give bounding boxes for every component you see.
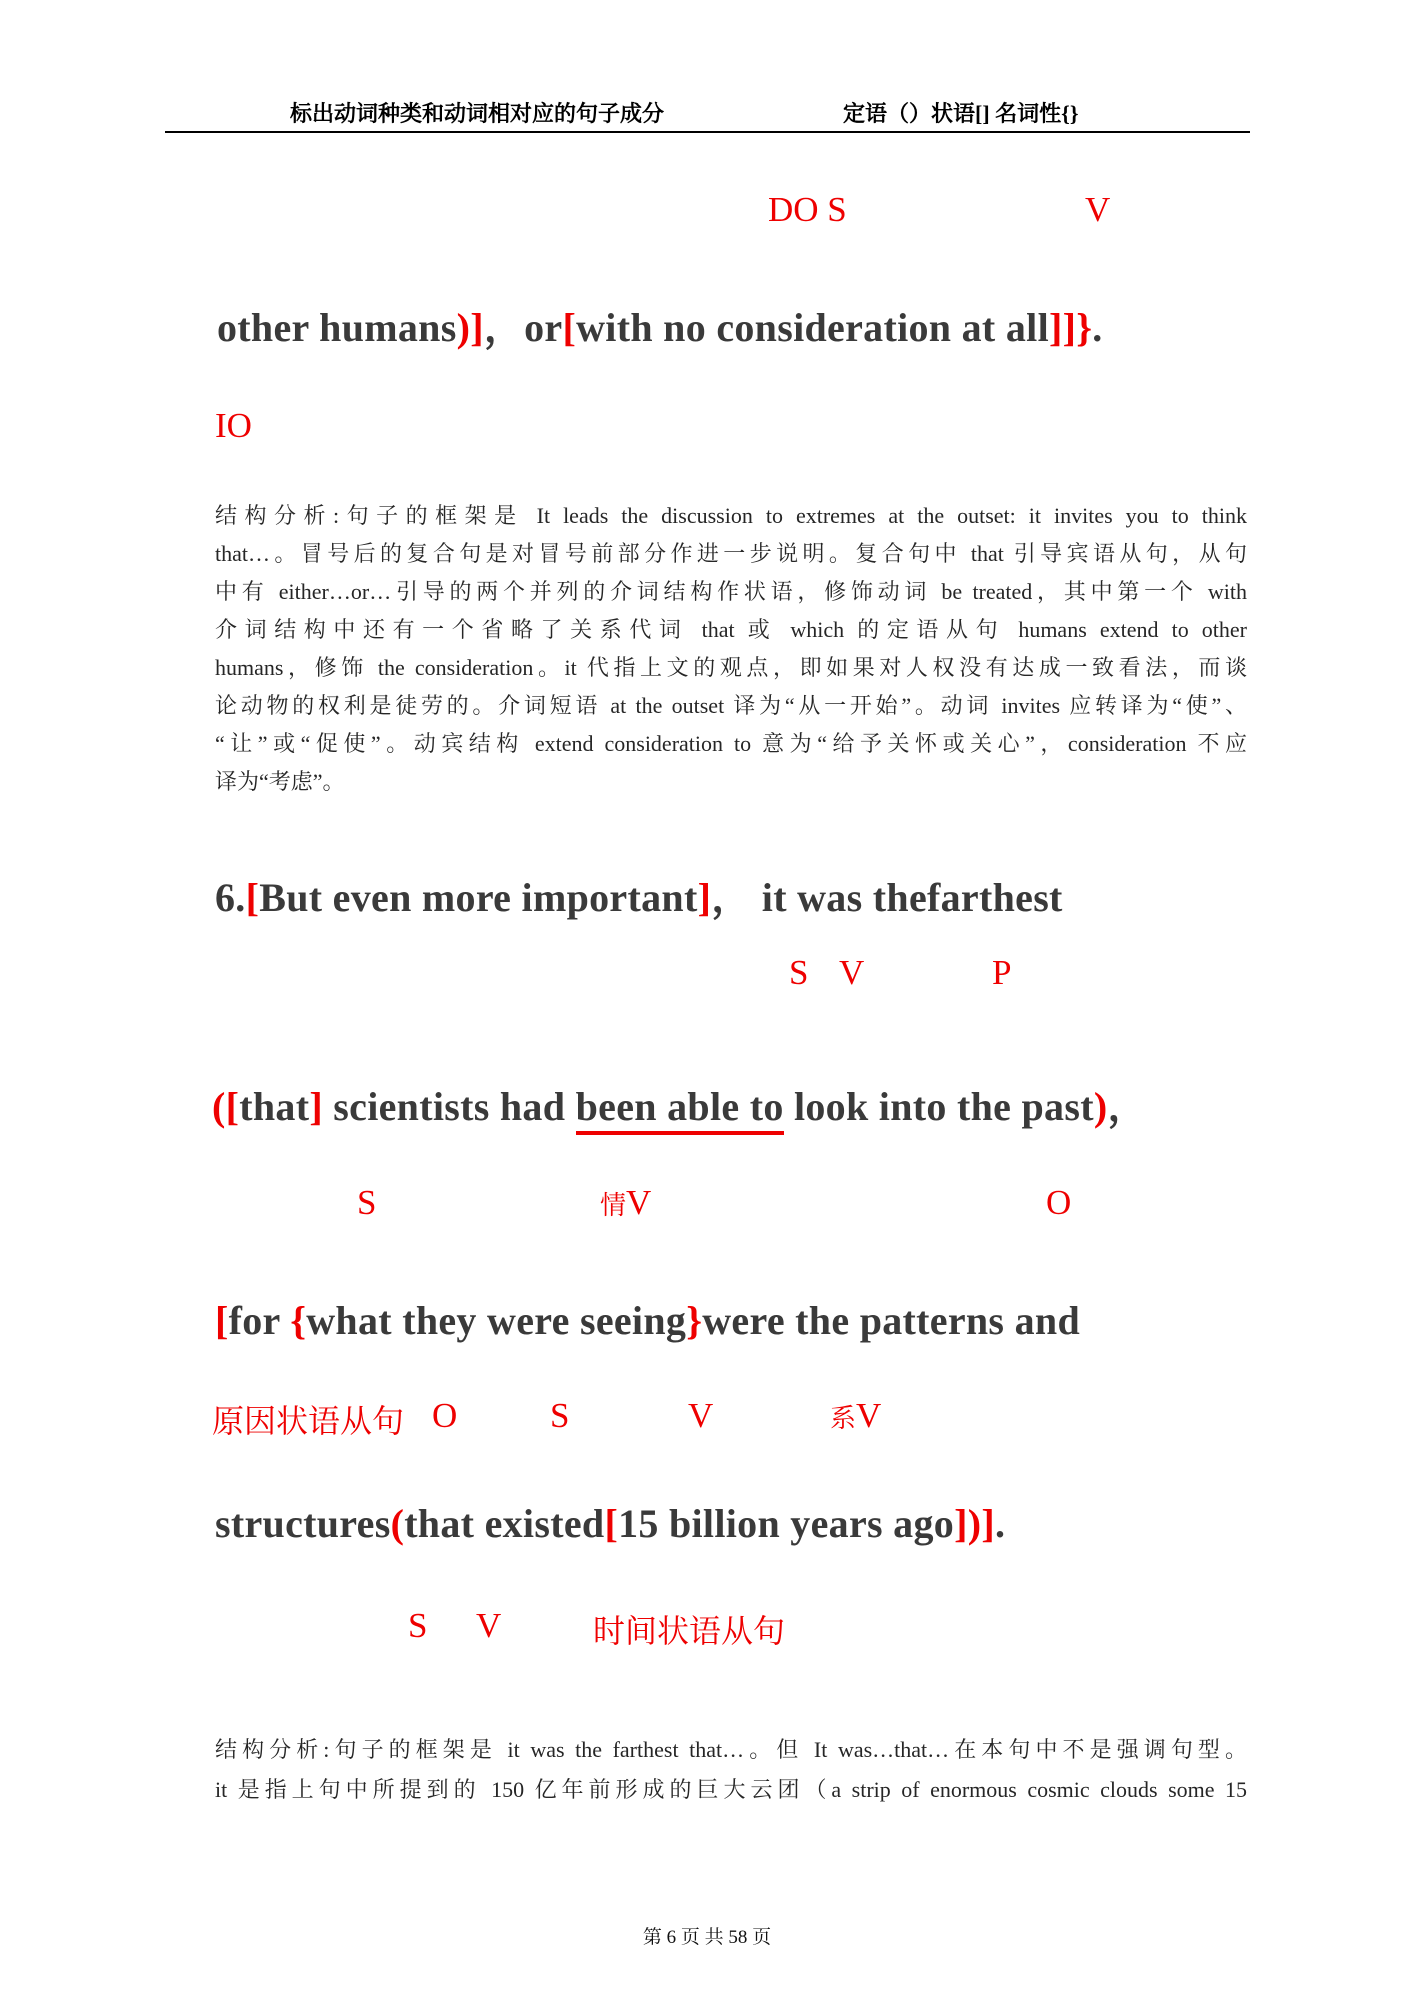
annotation-v: V: [839, 953, 865, 992]
analysis-line: 结构分析:句子的框架是 It leads the discussion to extremes at the outset: it invites you to think: [215, 503, 1247, 528]
text-seg: .: [1092, 305, 1103, 350]
annotation-row-time-clause: [0, 1606, 1414, 1650]
annotation-row-s-qingv-o: [0, 1183, 1414, 1227]
header-left-label: 标出动词种类和动词相对应的句子成分: [290, 101, 665, 126]
analysis-line: 结构分析:句子的框架是 it was the farthest that…。但 It was…that…在本句中不是强调句型。: [215, 1737, 1247, 1762]
text-seg: 15 billion years ago: [618, 1501, 955, 1546]
annotation-time-clause-label: 时间状语从句: [593, 1613, 786, 1649]
text-seg: for: [228, 1298, 291, 1343]
bracket-seg: ([: [212, 1084, 240, 1129]
sentence-line-5: [215, 1500, 1005, 1547]
bracket-seg: (: [390, 1501, 405, 1546]
text-seg: other humans: [217, 305, 457, 350]
annotation-io: IO: [215, 406, 252, 445]
analysis-line: 中有 either…or…引导的两个并列的介词结构作状语，修饰动词 be treated，其中第一个 with: [215, 579, 1247, 604]
annotation-xi: 系: [830, 1404, 857, 1433]
text-seg: what they were seeing: [306, 1298, 687, 1343]
bracket-seg: ]]}: [1048, 305, 1093, 350]
annotation-row-io: [0, 406, 1414, 450]
annotation-xi-v: [830, 1396, 881, 1436]
annotation-v: V: [626, 1183, 652, 1222]
annotation-row-dos-v: [0, 190, 1414, 234]
text-seg: .: [994, 1501, 1006, 1546]
analysis-line: it 是指上句中所提到的 150 亿年前形成的巨大云团（a strip of enormous cosmic clouds some 15: [215, 1777, 1247, 1802]
annotation-row-cause-clause: [0, 1396, 1414, 1440]
text-seg: But even more important: [259, 875, 698, 920]
text-seg: look into the past: [783, 1084, 1094, 1129]
annotation-s: S: [357, 1183, 377, 1222]
bracket-seg: [: [245, 875, 260, 920]
annotation-o: O: [1046, 1183, 1072, 1222]
text-seg: scientists had: [322, 1084, 576, 1129]
bracket-seg: ]: [697, 875, 712, 920]
annotation-s: S: [408, 1606, 428, 1645]
sentence-line-4: [215, 1297, 1080, 1344]
underlined-text-seg: been able to: [576, 1084, 784, 1135]
text-seg: that existed: [404, 1501, 605, 1546]
analysis-line: humans，修饰 the consideration。it 代指上文的观点，即如果对人权没有达成一致看法，而谈: [215, 655, 1247, 680]
analysis-line: “让”或“促使”。动宾结构 extend consideration to 意为“给予关怀或关心”，consideration 不应: [215, 731, 1247, 756]
text-seg: ， it was thefarthest: [711, 875, 1063, 920]
text-seg: with no consideration at all: [576, 305, 1049, 350]
annotation-p: P: [992, 953, 1012, 992]
annotation-v: V: [856, 1396, 882, 1435]
header-right-legend: 定语（）状语[] 名词性{}: [843, 101, 1079, 126]
bracket-seg: [: [604, 1501, 619, 1546]
text-seg: ，: [1107, 1084, 1148, 1129]
analysis-line: that…。冒号后的复合句是对冒号前部分作进一步说明。复合句中 that 引导宾语从句，从句: [215, 541, 1247, 566]
item-number: 6.: [215, 875, 246, 920]
bracket-seg: [: [562, 305, 577, 350]
annotation-v: V: [688, 1396, 714, 1435]
analysis-line: 译为“考虑”。: [215, 769, 345, 794]
bracket-seg: ])]: [954, 1501, 995, 1546]
annotation-s: S: [550, 1396, 570, 1435]
text-seg: ，or: [483, 305, 563, 350]
bracket-seg: [: [215, 1298, 229, 1343]
annotation-do-s: DO S: [768, 190, 847, 229]
annotation-v: V: [476, 1606, 502, 1645]
header-divider: [165, 131, 1250, 133]
analysis-line: 论动物的权利是徒劳的。介词短语 at the outset 译为“从一开始”。动词 invites 应转译为“使”、: [215, 693, 1247, 718]
bracket-seg: )]: [456, 305, 484, 350]
sentence-line-1: [217, 296, 1103, 353]
text-seg: were the patterns and: [702, 1298, 1080, 1343]
bracket-seg: ): [1093, 1084, 1108, 1129]
annotation-o: O: [432, 1396, 458, 1435]
text-seg: structures: [215, 1501, 391, 1546]
page-number: 第 6 页 共 58 页: [642, 1927, 772, 1948]
sentence-heading-6: [215, 866, 1063, 923]
annotation-v: V: [1085, 190, 1111, 229]
annotation-row-svp: [0, 953, 1414, 997]
annotation-cause-clause-label: 原因状语从句: [212, 1403, 405, 1439]
analysis-line: 介词结构中还有一个省略了关系代词 that 或 which 的定语从句 humans extend to other: [215, 617, 1247, 642]
bracket-seg: ]: [309, 1084, 323, 1129]
analysis-paragraph-1: [215, 497, 1247, 801]
annotation-s: S: [789, 953, 809, 992]
sentence-line-3: [212, 1075, 1148, 1132]
annotation-qing-v: [600, 1183, 651, 1223]
annotation-qing: 情: [600, 1191, 627, 1220]
text-seg: that: [239, 1084, 310, 1129]
analysis-paragraph-2: [215, 1730, 1247, 1810]
bracket-seg: {: [290, 1298, 307, 1343]
bracket-seg: }: [686, 1298, 703, 1343]
